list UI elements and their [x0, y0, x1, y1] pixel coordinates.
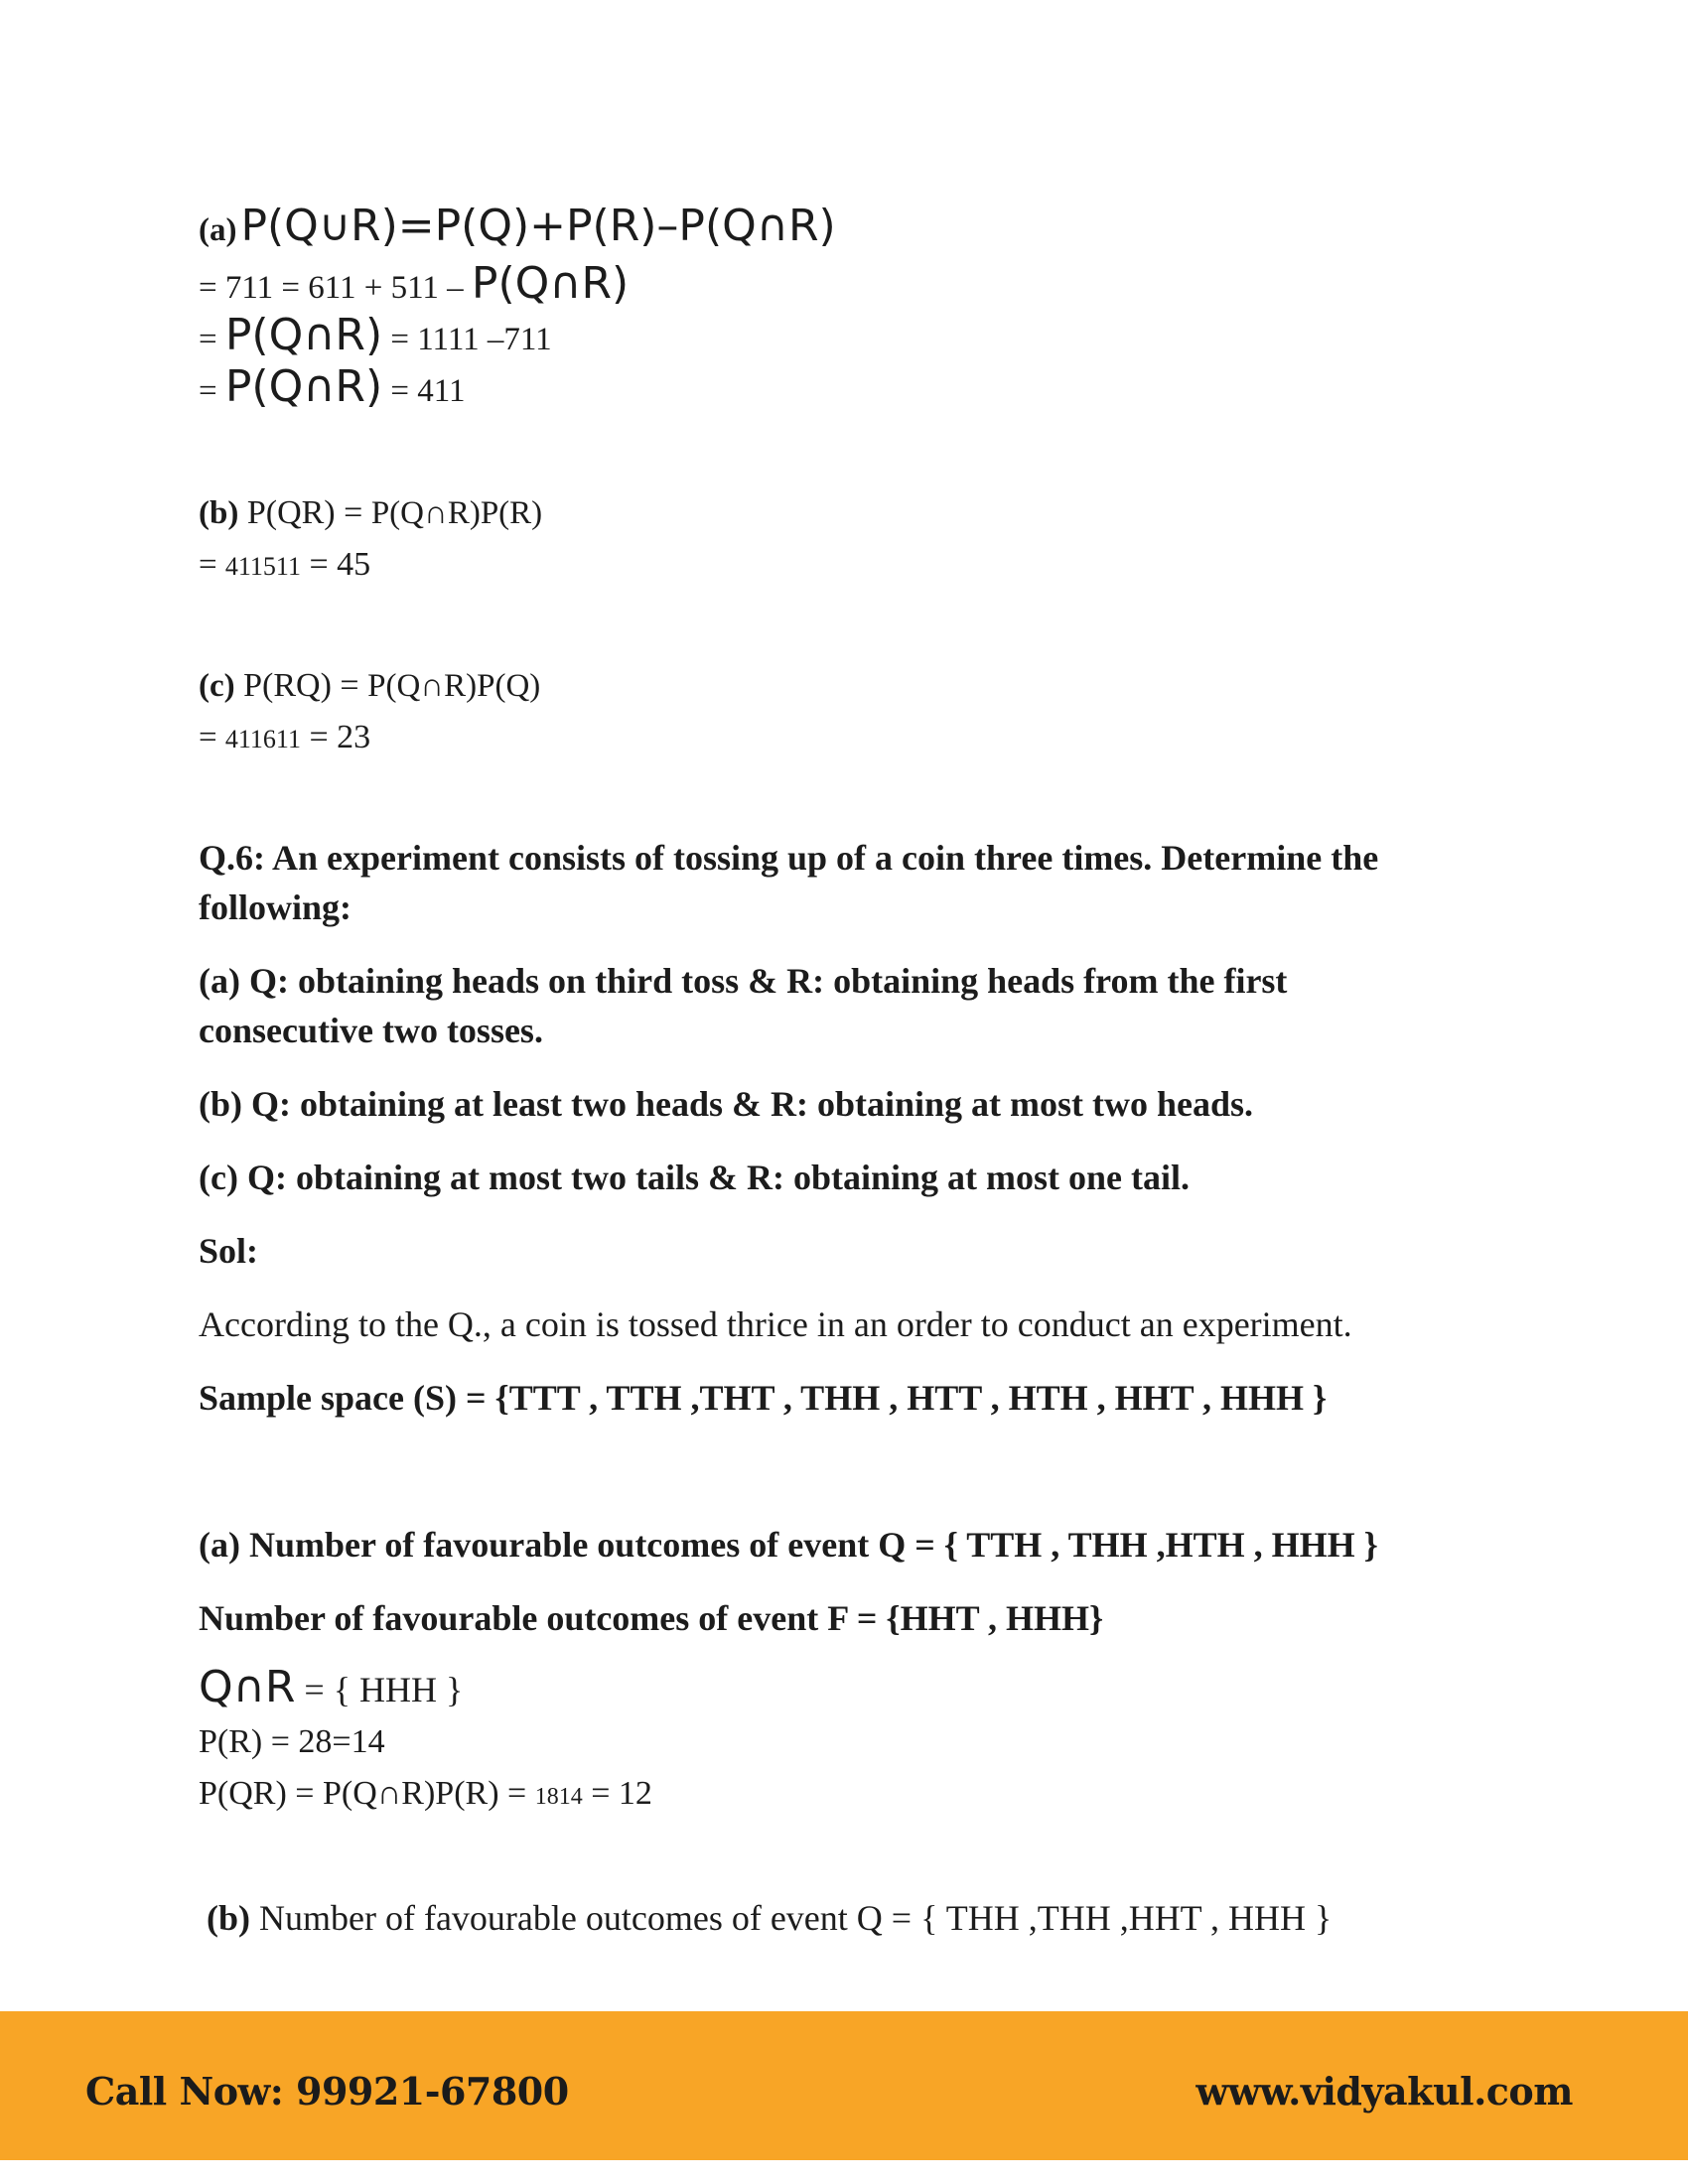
part-a-line-3	[199, 310, 552, 360]
part-a-line-2-values: = 711 = 611 + 511 –	[199, 270, 472, 306]
part-a-line-4-values: = 411	[382, 373, 466, 409]
part-a-formula: P(Q∪R)=P(Q)+P(R)–P(Q∩R)	[240, 201, 836, 251]
part-a-line-3-values: = 1111 –711	[382, 322, 552, 357]
question-6-part-b: (b) Q: obtaining at least two heads & R: obtaining at most two heads.	[199, 1084, 1254, 1124]
intersection-set: = { HHH }	[295, 1670, 464, 1709]
question-6-part-c: (c) Q: obtaining at most two tails & R: obtaining at most one tail.	[199, 1158, 1190, 1197]
question-6-part-a-line-1: (a) Q: obtaining heads on third toss & R: obtaining heads from the first	[199, 961, 1288, 1001]
part-b-line-1	[199, 496, 542, 530]
question-6-part-a-line-2: consecutive two tosses.	[199, 1011, 543, 1050]
part-c-left: P(RQ) =	[234, 667, 368, 704]
part-c-label: (c)	[199, 668, 235, 704]
part-a-line-4-expr: P(Q∩R)	[224, 361, 383, 412]
conditional-formula: P(QR) = P(Q∩R)P(R) =	[199, 1775, 535, 1812]
solution-intro: According to the Q., a coin is tossed thrice in an order to conduct an experiment.	[199, 1304, 1352, 1344]
solution-a-event-q: (a) Number of favourable outcomes of event Q = { TTH , THH ,HTH , HHH }	[199, 1525, 1378, 1565]
part-c-right: P(Q∩R)P(Q)	[367, 668, 541, 704]
part-c-line-1	[199, 669, 540, 703]
solution-a-probability-r: P(R) = 28=14	[199, 1723, 385, 1760]
call-now-text: Call Now: 99921-67800	[85, 2069, 569, 2114]
part-a-line-2-expr: P(Q∩R)	[471, 258, 630, 309]
solution-a-conditional	[199, 1777, 652, 1811]
solution-b-text: Number of favourable outcomes of event Q = { THH ,THH ,HHT , HHH }	[250, 1898, 1333, 1938]
part-c-line-2	[199, 721, 370, 754]
solution-a-intersection	[199, 1662, 464, 1712]
website-link[interactable]: www.vidyakul.com	[1196, 2069, 1573, 2114]
part-a-line-3-expr: P(Q∩R)	[224, 310, 383, 360]
part-a-line-4-eq: =	[199, 373, 225, 409]
solution-b-label: (b)	[207, 1898, 250, 1938]
part-b-label: (b)	[199, 495, 239, 531]
part-b-result: = 45	[300, 546, 371, 583]
part-a-line-1	[199, 201, 836, 251]
solution-heading: Sol:	[199, 1231, 259, 1271]
question-6-line-2: following:	[199, 887, 352, 927]
part-b-left: P(QR) =	[238, 494, 371, 531]
part-a-line-2	[199, 258, 630, 309]
part-a-line-3-eq: =	[199, 322, 225, 357]
part-b-right: P(Q∩R)P(R)	[370, 495, 543, 531]
part-c-fraction: 411611	[224, 725, 301, 753]
conditional-result: = 12	[582, 1775, 652, 1812]
part-a-label: (a)	[199, 212, 237, 248]
part-c-result: = 23	[300, 719, 371, 755]
solution-a-event-f: Number of favourable outcomes of event F = {HHT , HHH}	[199, 1598, 1104, 1638]
conditional-fraction: 1814	[534, 1784, 583, 1810]
sample-space: Sample space (S) = {TTT , TTH ,THT , THH , HTT , HTH , HHT , HHH }	[199, 1378, 1328, 1418]
part-c-eq: =	[199, 720, 225, 755]
part-b-fraction: 411511	[224, 552, 301, 581]
solution-b-event-q	[207, 1900, 1332, 1936]
part-a-line-4	[199, 361, 466, 412]
question-6-line-1: Q.6: An experiment consists of tossing up of a coin three times. Determine the	[199, 838, 1379, 878]
intersection-expr: Q∩R	[199, 1662, 296, 1712]
footer-banner	[0, 2011, 1688, 2160]
part-b-line-2	[199, 548, 370, 582]
part-b-eq: =	[199, 547, 225, 583]
